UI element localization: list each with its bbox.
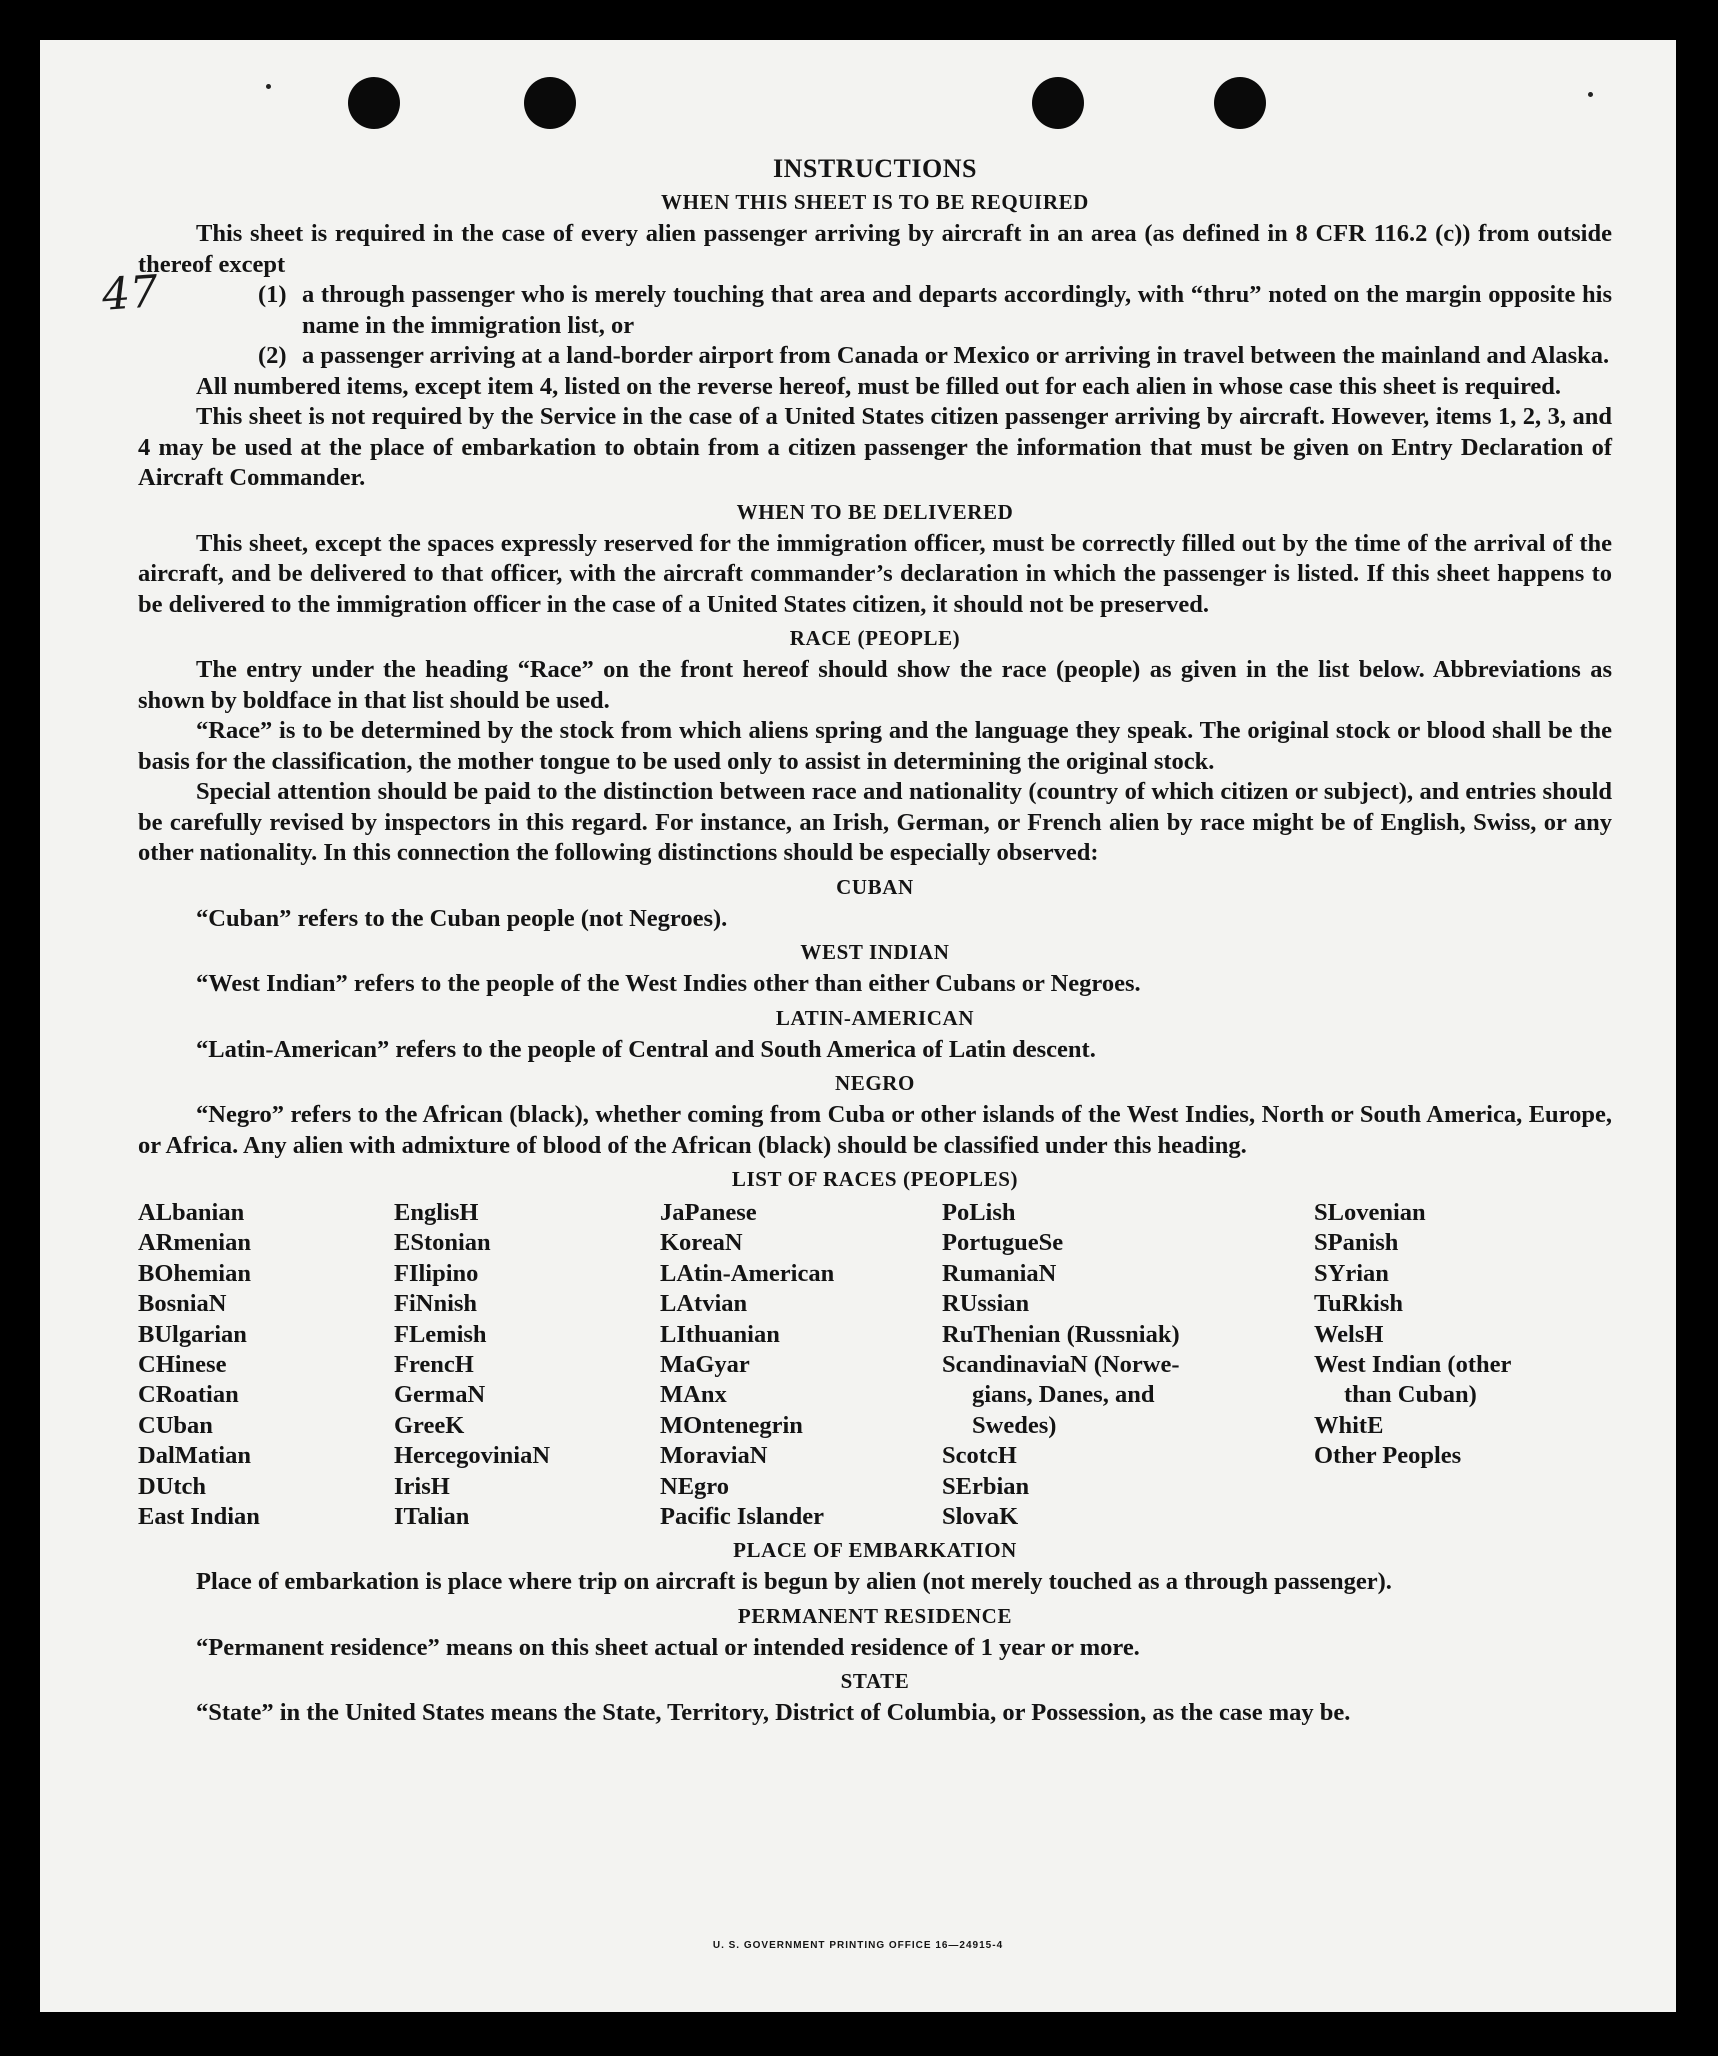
item-text: a through passenger who is merely touching that area and departs accordingly, with “thru” noted on the margin opposite his name in the immigration list, or (302, 281, 1612, 339)
section-heading-latin-american: LATIN-AMERICAN (775, 1005, 975, 1030)
exception-item (258, 280, 1612, 341)
race-entry: East Indian (138, 1503, 260, 1531)
section-heading-when-delivered: WHEN TO BE DELIVERED (736, 499, 1014, 524)
race-entry: BOhemian (138, 1259, 251, 1287)
race-entry: GermaN (394, 1381, 486, 1409)
section-heading-negro: NEGRO (834, 1071, 915, 1095)
race-entry-continuation: gians, Danes, and (972, 1381, 1155, 1409)
speck (266, 84, 271, 89)
race-entry: EnglisH (394, 1199, 479, 1226)
permanent-residence-text: “Permanent residence” means on this sheet actual or intended residence of 1 year or more. (196, 1633, 1140, 1661)
race-para2: “Race” is to be determined by the stock from which aliens spring and the language they speak. The original stock or blood shall be the basis for the classification, the mother tongue to be used only to assist in determining the original stock. (138, 717, 1612, 775)
race-entry: ALbanian (138, 1199, 245, 1226)
race-entry: RumaniaN (942, 1259, 1057, 1287)
race-entry: ITalian (394, 1503, 470, 1531)
race-entry: DalMatian (138, 1442, 251, 1470)
state-text: “State” in the United States means the State, Territory, District of Columbia, or Possession, as the case may be. (196, 1699, 1351, 1727)
section-heading-state: STATE (840, 1669, 910, 1694)
race-para3: Special attention should be paid to the distinction between race and nationality (country of which citizen or subject), and entries should be carefully revised by inspectors in this regard. For instance, an Irish, German, or French alien by race might be of English, Swiss, or any other nationality. In this connection the following distinctions should be especially observed: (138, 778, 1612, 866)
race-entry: FIlipino (394, 1259, 479, 1287)
race-entry: FLemish (394, 1320, 487, 1348)
race-entry: CHinese (138, 1351, 227, 1379)
race-entry: KoreaN (660, 1229, 743, 1257)
race-entry: Pacific Islander (660, 1503, 824, 1531)
race-entry: MoraviaN (660, 1442, 768, 1470)
race-entry: JaPanese (660, 1199, 757, 1226)
section-heading-cuban: CUBAN (836, 874, 914, 899)
handwritten-margin-note: 47 (100, 266, 160, 321)
race-entry: GreeK (394, 1411, 465, 1439)
latin-american-text: “Latin-American” refers to the people of Central and South America of Latin descent. (196, 1035, 1096, 1063)
race-entry: WelsH (1314, 1320, 1384, 1348)
race-entry: EStonian (394, 1229, 491, 1257)
race-entry: CUban (138, 1411, 213, 1439)
when-delivered-text: This sheet, except the spaces expressly reserved for the immigration officer, must be correctly filled out by the time of the arrival of the aircraft, and be delivered to that officer, with the aircraft commander’s declaration in which the passenger is listed. If this sheet happens to be delivered to the immigration officer in the case of a United States citizen, it should not be preserved. (138, 529, 1612, 618)
race-entry: SlovaK (942, 1503, 1019, 1531)
race-entry-continuation: Swedes) (972, 1411, 1057, 1439)
race-entry: LIthuanian (660, 1320, 780, 1348)
race-entry: CRoatian (138, 1381, 239, 1409)
race-entry: SPanish (1314, 1229, 1399, 1257)
races-column-5 (1314, 1198, 1612, 1532)
races-column-4 (942, 1198, 1314, 1532)
race-entry: MOntenegrin (660, 1411, 803, 1439)
race-entry: SErbian (942, 1472, 1030, 1500)
race-entry: PortugueSe (942, 1229, 1064, 1257)
item-number: (2) (258, 342, 287, 369)
race-entry: PoLish (942, 1199, 1016, 1226)
race-entry: IrisH (394, 1472, 450, 1500)
west-indian-text: “West Indian” refers to the people of the West Indies other than either Cubans or Negroes. (196, 970, 1141, 997)
races-list (138, 1198, 1612, 1532)
race-entry: WhitE (1314, 1411, 1384, 1439)
race-entry: RUssian (942, 1290, 1030, 1318)
race-entry: West Indian (other (1314, 1351, 1512, 1379)
race-entry: LAtvian (660, 1290, 748, 1318)
race-entry: SLovenian (1314, 1199, 1426, 1226)
section-heading-when-required: WHEN THIS SHEET IS TO BE REQUIRED (661, 190, 1089, 214)
races-column-2 (394, 1198, 660, 1532)
race-entry: FiNnish (394, 1290, 478, 1318)
item-text: a passenger arriving at a land-border airport from Canada or Mexico or arriving in travel between the mainland and Alaska. (302, 342, 1610, 369)
race-entry: ScotcH (942, 1442, 1017, 1470)
race-entry: FrencH (394, 1351, 474, 1379)
printing-office-footer: U. S. GOVERNMENT PRINTING OFFICE 16—24915-4 (712, 1940, 1004, 1951)
section-heading-embarkation: PLACE OF EMBARKATION (733, 1538, 1017, 1563)
race-entry: BUlgarian (138, 1320, 247, 1348)
section-heading-west-indian: WEST INDIAN (800, 940, 950, 964)
race-entry: TuRkish (1314, 1290, 1404, 1318)
race-entry: DUtch (138, 1472, 207, 1500)
page-title: INSTRUCTIONS (773, 154, 977, 183)
race-entry: ScandinaviaN (Norwe- (942, 1351, 1180, 1379)
section-heading-list-of-races: LIST OF RACES (PEOPLES) (731, 1167, 1019, 1191)
cuban-text: “Cuban” refers to the Cuban people (not Negroes). (196, 904, 728, 932)
document-page (40, 40, 1676, 2012)
speck (1588, 92, 1593, 97)
race-entry-continuation: than Cuban) (1344, 1381, 1477, 1409)
section-heading-race: RACE (PEOPLE) (789, 626, 961, 650)
when-required-intro: This sheet is required in the case of every alien passenger arriving by aircraft in an area (as defined in 8 CFR 116.2 (c)) from outside thereof except (138, 220, 1612, 278)
race-entry: LAtin-American (660, 1259, 835, 1287)
exception-item (258, 341, 1612, 372)
race-entry: RuThenian (Russniak) (942, 1320, 1180, 1348)
race-entry: HercegoviniaN (394, 1442, 551, 1470)
race-entry: BosniaN (138, 1290, 227, 1318)
item-number: (1) (258, 281, 287, 308)
race-entry: Other Peoples (1314, 1442, 1462, 1470)
when-required-para2: All numbered items, except item 4, listed on the reverse hereof, must be filled out for each alien in whose case this sheet is required. (196, 372, 1562, 400)
when-required-para3: This sheet is not required by the Service in the case of a United States citizen passenger arriving by aircraft. However, items 1, 2, 3, and 4 may be used at the place of embarkation to obtain from a citizen passenger the information that must be given on Entry Declaration of Aircraft Commander. (138, 403, 1612, 491)
race-entry: SYrian (1314, 1259, 1389, 1287)
race-entry: NEgro (660, 1472, 729, 1500)
instructions-body (138, 108, 1612, 1729)
embarkation-text: Place of embarkation is place where trip on aircraft is begun by alien (not merely touched as a through passenger). (196, 1568, 1392, 1596)
races-column-3 (660, 1198, 942, 1532)
races-column-1 (138, 1198, 394, 1532)
race-entry: MAnx (660, 1381, 727, 1409)
race-para1: The entry under the heading “Race” on the front hereof should show the race (people) as given in the list below. Abbreviations as shown by boldface in that list should be used. (138, 656, 1612, 714)
race-entry: ARmenian (138, 1229, 251, 1257)
race-entry: MaGyar (660, 1351, 750, 1379)
section-heading-permanent-residence: PERMANENT RESIDENCE (737, 1603, 1013, 1628)
negro-text: “Negro” refers to the African (black), whether coming from Cuba or other islands of the West Indies, North or South America, Europe, or Africa. Any alien with admixture of blood of the African (black) should be classified under this heading. (138, 1101, 1612, 1159)
